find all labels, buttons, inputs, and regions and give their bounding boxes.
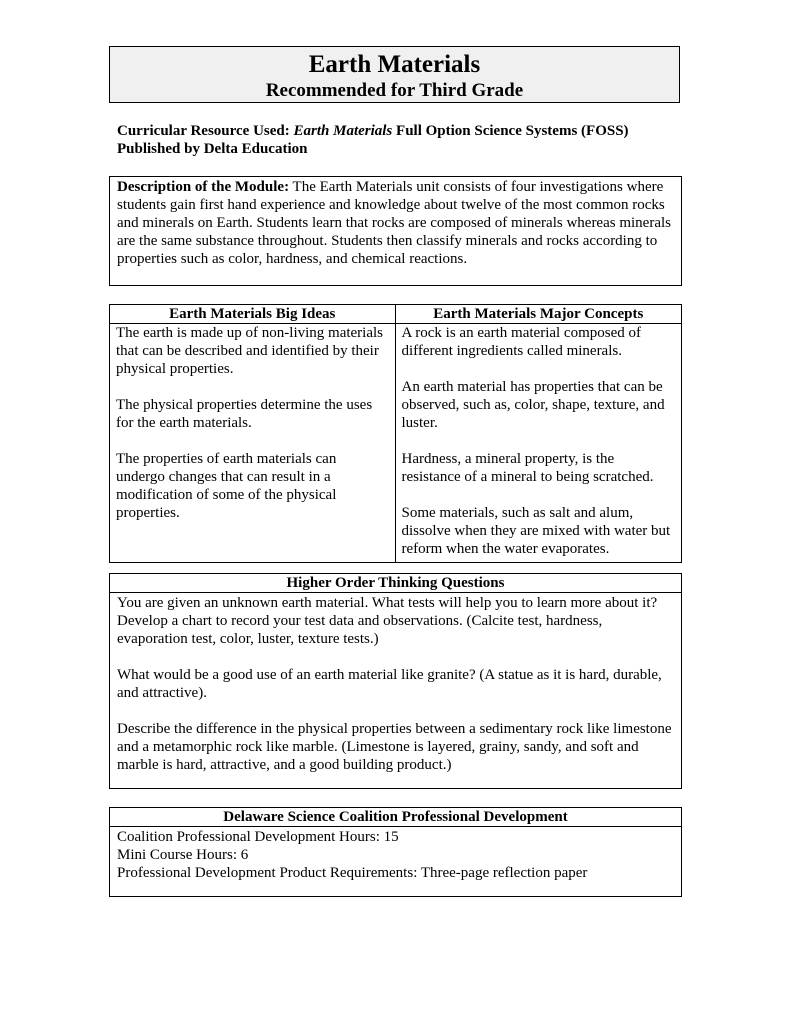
pd-mini-course-line: Mini Course Hours: 6 xyxy=(117,847,249,863)
resource-label: Curricular Resource Used: xyxy=(117,123,290,139)
major-concepts-cell xyxy=(395,324,682,563)
major-concepts-header: Earth Materials Major Concepts xyxy=(395,305,682,324)
resource-program: Full Option Science Systems (FOSS) xyxy=(396,123,629,139)
big-idea-item: The physical properties determine the uses for the earth materials. xyxy=(116,397,373,431)
resource-publisher: Published by Delta Education xyxy=(117,141,308,157)
pd-requirements-line: Professional Development Product Requirements: Three-page reflection paper xyxy=(117,865,588,881)
questions-body xyxy=(110,593,681,775)
professional-development xyxy=(109,807,682,897)
major-concept-item: An earth material has properties that can be observed, such as, color, shape, texture, and luster. xyxy=(401,379,665,431)
question-item: You are given an unknown earth material. What tests will help you to learn more about it? Develop a chart to record your test data and observations. (Calcite test, hardness, evaporation test, color, luster, texture tests.) xyxy=(117,595,658,647)
pd-hours-line: Coalition Professional Development Hours: 15 xyxy=(117,829,399,845)
page-title: Earth Materials xyxy=(308,51,481,78)
question-item: What would be a good use of an earth material like granite? (A statue as it is hard, durable, and attractive). xyxy=(117,667,662,701)
pd-body xyxy=(110,827,681,883)
big-idea-item: The earth is made up of non-living materials that can be described and identified by their physical properties. xyxy=(116,325,384,377)
big-idea-item: The properties of earth materials can undergo changes that can result in a modification of some of the physical properties. xyxy=(116,451,337,521)
major-concept-item: A rock is an earth material composed of different ingredients called minerals. xyxy=(401,325,642,359)
module-description xyxy=(109,176,682,286)
title-box xyxy=(109,46,680,103)
major-concept-item: Some materials, such as salt and alum, dissolve when they are mixed with water but reform when the water evaporates. xyxy=(401,505,671,557)
big-ideas-cell xyxy=(110,324,396,563)
description-text: The Earth Materials unit consists of four investigations where students gain first hand experience and knowledge about twelve of the most common rocks and minerals on Earth. Students learn that rocks are composed of minerals whereas minerals are the same substance throughout. Students then classify minerals and rocks according to properties such as color, hardness, and chemical reactions. xyxy=(117,179,671,267)
description-label: Description of the Module: xyxy=(117,179,290,195)
curricular-resource xyxy=(117,122,687,158)
higher-order-questions xyxy=(109,573,682,789)
page-subtitle: Recommended for Third Grade xyxy=(265,80,524,101)
pd-header: Delaware Science Coalition Professional Development xyxy=(110,808,681,827)
major-concept-item: Hardness, a mineral property, is the resistance of a mineral to being scratched. xyxy=(401,451,654,485)
questions-header: Higher Order Thinking Questions xyxy=(110,574,681,593)
question-item: Describe the difference in the physical properties between a sedimentary rock like limestone and a metamorphic rock like marble. (Limestone is layered, grainy, sandy, and soft and marble is hard, attractive, and a good building product.) xyxy=(117,721,672,773)
resource-book-title: Earth Materials xyxy=(293,123,393,139)
big-ideas-header: Earth Materials Big Ideas xyxy=(110,305,396,324)
big-ideas-table xyxy=(109,304,682,563)
